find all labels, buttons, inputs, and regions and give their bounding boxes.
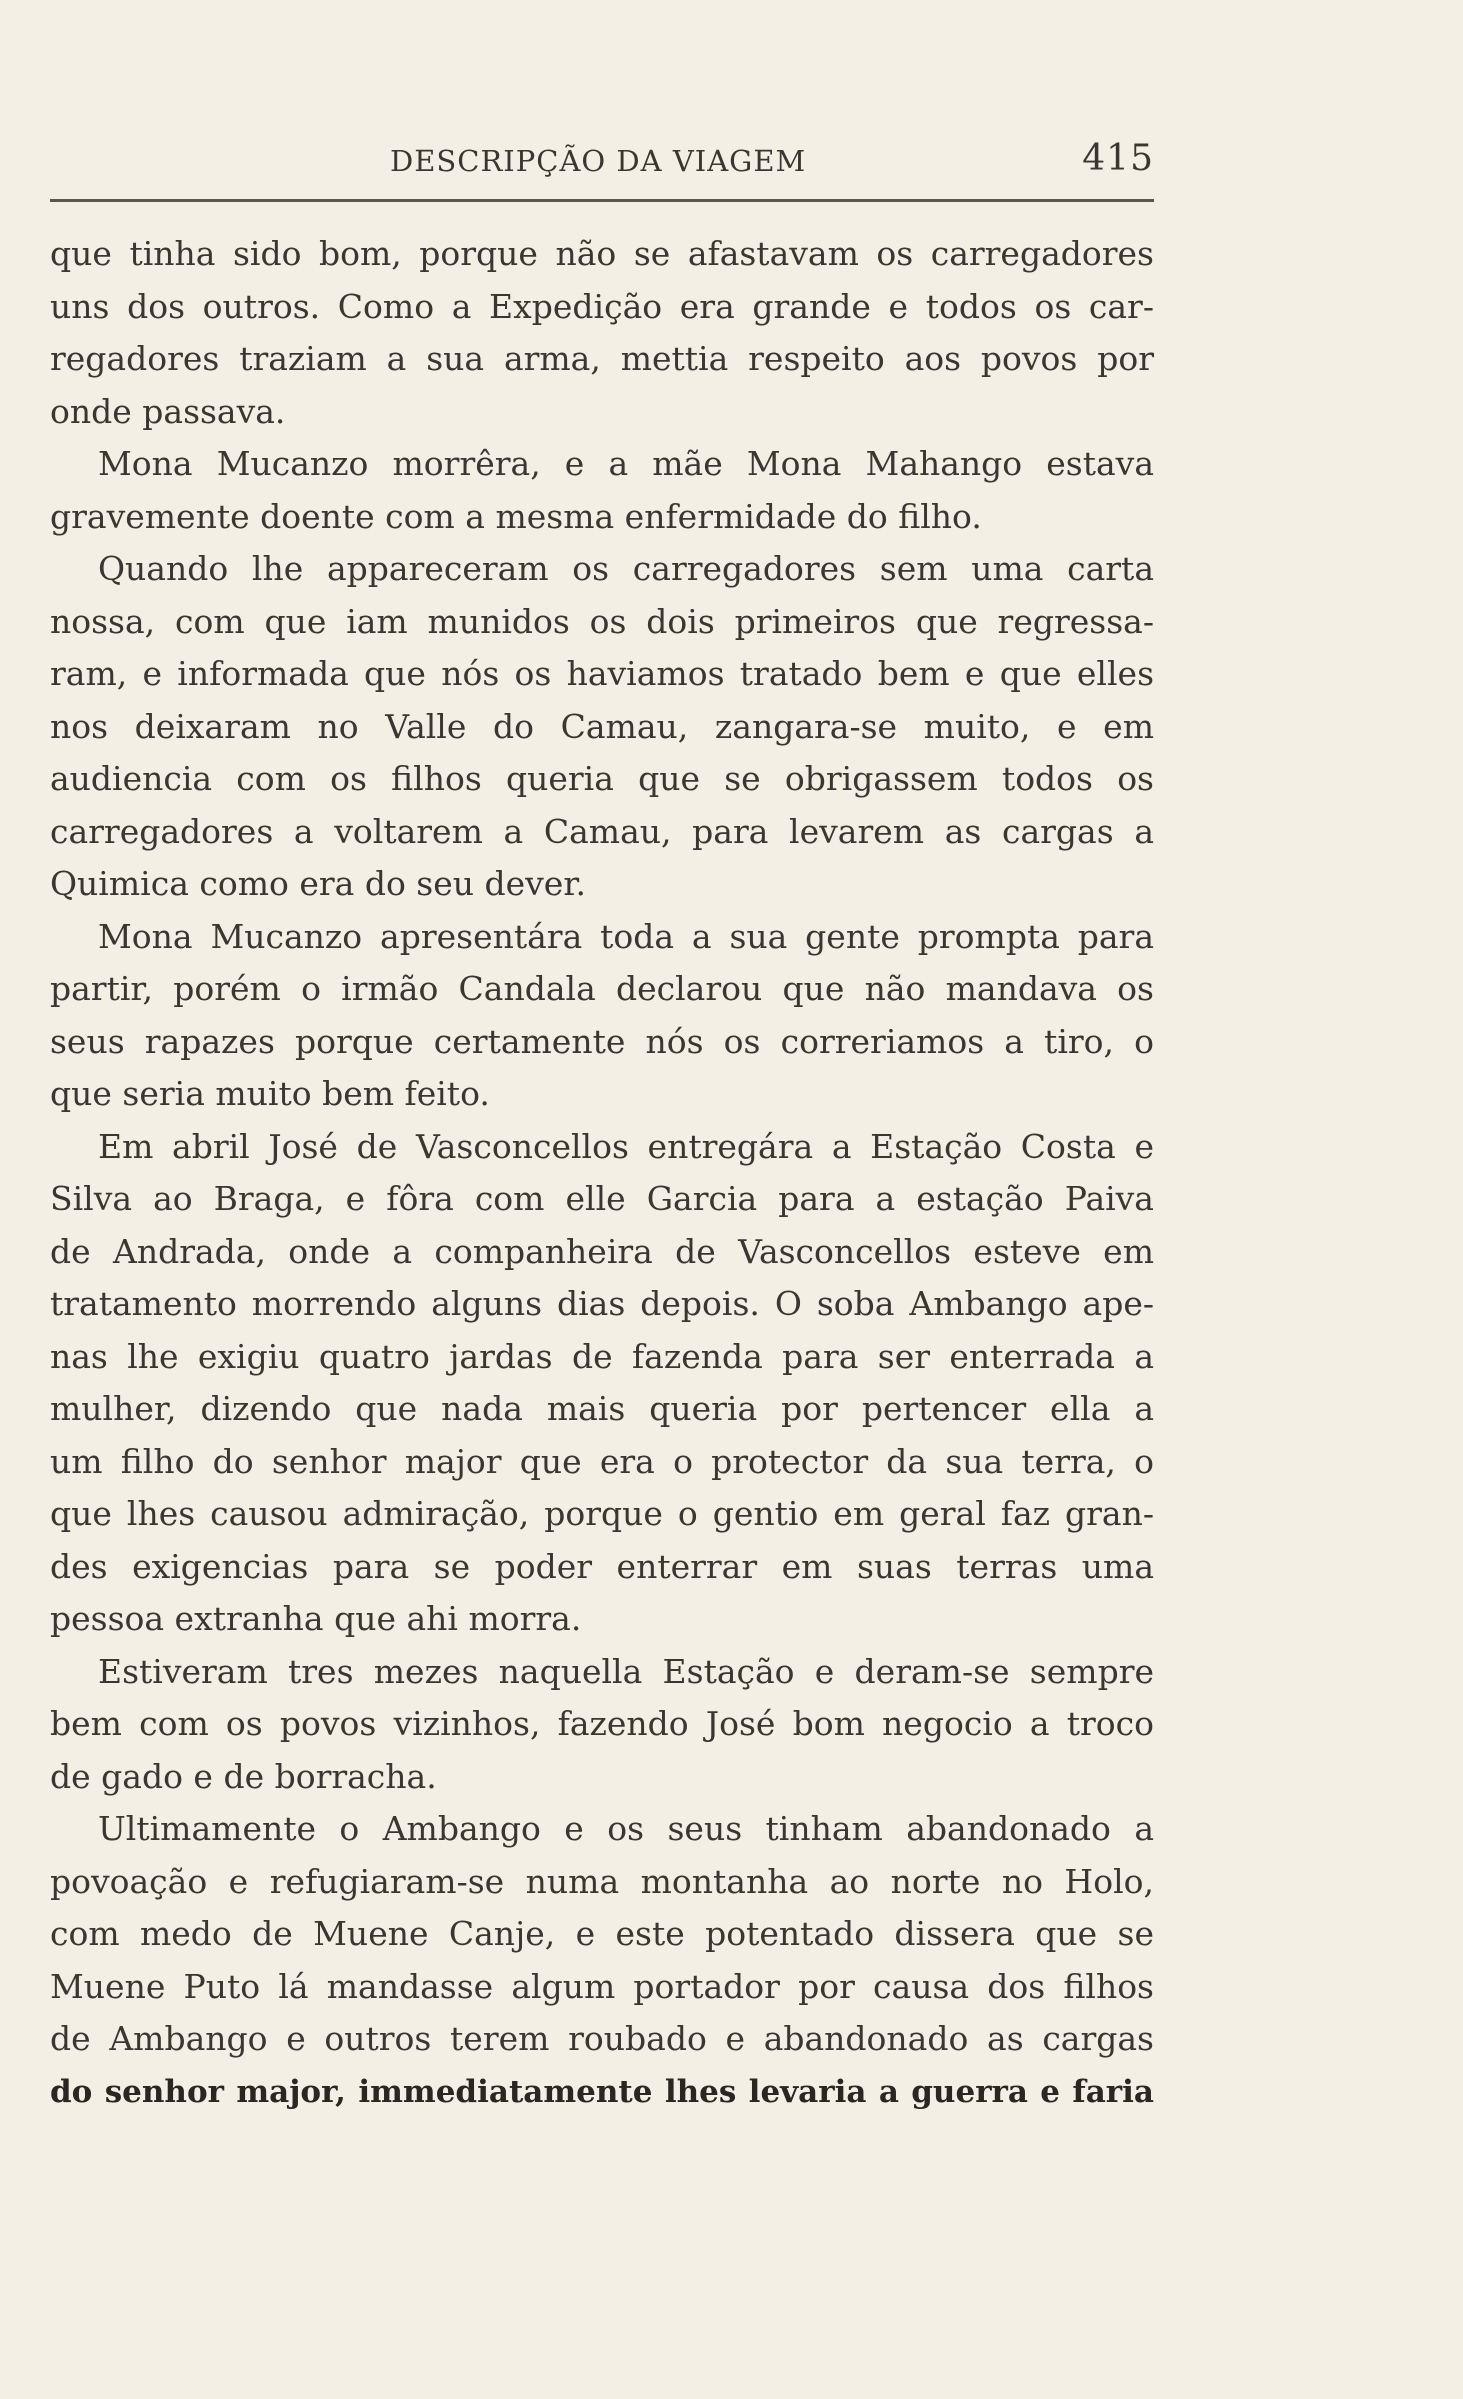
text-line: do senhor major, immediatamente lhes levaria a guerra e faria (50, 2073, 1154, 2110)
text-line: de Ambango e outros terem roubado e abandonado as cargas (50, 2019, 1154, 2058)
text-line: regadores traziam a sua arma, mettia respeito aos povos por (50, 339, 1154, 378)
text-line: seus rapazes porque certamente nós os correriamos a tiro, o (50, 1021, 1154, 1061)
text-line: Silva ao Braga, e fôra com elle Garcia para a estação Paiva (50, 1179, 1154, 1218)
body-text (50, 228, 1154, 2118)
text-line: ram, e informada que nós os haviamos tratado bem e que elles (50, 654, 1154, 693)
text-line: audiencia com os filhos queria que se obrigassem todos os (50, 759, 1154, 798)
text-line: um filho do senhor major que era o protector da sua terra, o (50, 1441, 1154, 1481)
page-header (50, 138, 1154, 182)
text-line: nossa, com que iam munidos os dois primeiros que regressa- (50, 601, 1154, 641)
text-line: tratamento morrendo alguns dias depois. O soba Ambango ape- (50, 1284, 1154, 1323)
text-line: uns dos outros. Como a Expedição era grande e todos os car- (50, 286, 1154, 326)
text-line: nos deixaram no Valle do Camau, zangara-se muito, e em (50, 706, 1154, 746)
text-line: que lhes causou admiração, porque o gentio em geral faz gran- (50, 1494, 1154, 1533)
text-line: Em abril José de Vasconcellos entregára a Estação Costa e (98, 1126, 1154, 1166)
text-line: mulher, dizendo que nada mais queria por pertencer ella a (50, 1389, 1154, 1428)
text-line: de Andrada, onde a companheira de Vasconcellos esteve em (50, 1231, 1154, 1271)
text-line: Mona Mucanzo apresentára toda a sua gente prompta para (98, 916, 1154, 956)
text-line: gravemente doente com a mesma enfermidade do filho. (50, 496, 982, 536)
text-line: Muene Puto lá mandasse algum portador por causa dos filhos (50, 1966, 1154, 2006)
text-line: de gado e de borracha. (50, 1756, 437, 1796)
text-line: Ultimamente o Ambango e os seus tinham abandonado a (98, 1809, 1154, 1848)
text-line: bem com os povos vizinhos, fazendo José bom negocio a troco (50, 1704, 1154, 1743)
text-line: partir, porém o irmão Candala declarou que não mandava os (50, 969, 1154, 1008)
text-line: carregadores a voltarem a Camau, para levarem as cargas a (50, 811, 1154, 851)
page-number: 415 (1082, 138, 1154, 179)
text-line: Quando lhe appareceram os carregadores sem uma carta (98, 549, 1154, 588)
text-line: Estiveram tres mezes naquella Estação e deram-se sempre (98, 1651, 1154, 1691)
text-line: Mona Mucanzo morrêra, e a mãe Mona Mahango estava (98, 444, 1154, 483)
text-line: onde passava. (50, 391, 286, 431)
text-line: com medo de Muene Canje, e este potentado dissera que se (50, 1914, 1154, 1953)
header-rule (50, 199, 1154, 202)
text-line: pessoa extranha que ahi morra. (50, 1599, 582, 1638)
text-line: que seria muito bem feito. (50, 1074, 490, 1113)
text-line: que tinha sido bom, porque não se afastavam os carregadores (50, 234, 1154, 273)
text-line: nas lhe exigiu quatro jardas de fazenda para ser enterrada a (50, 1336, 1154, 1376)
text-line: des exigencias para se poder enterrar em suas terras uma (50, 1546, 1154, 1586)
text-line: Quimica como era do seu dever. (50, 864, 586, 903)
running-title: DESCRIPÇÃO DA VIAGEM (390, 144, 807, 178)
text-line: povoação e refugiaram-se numa montanha ao norte no Holo, (50, 1861, 1154, 1901)
